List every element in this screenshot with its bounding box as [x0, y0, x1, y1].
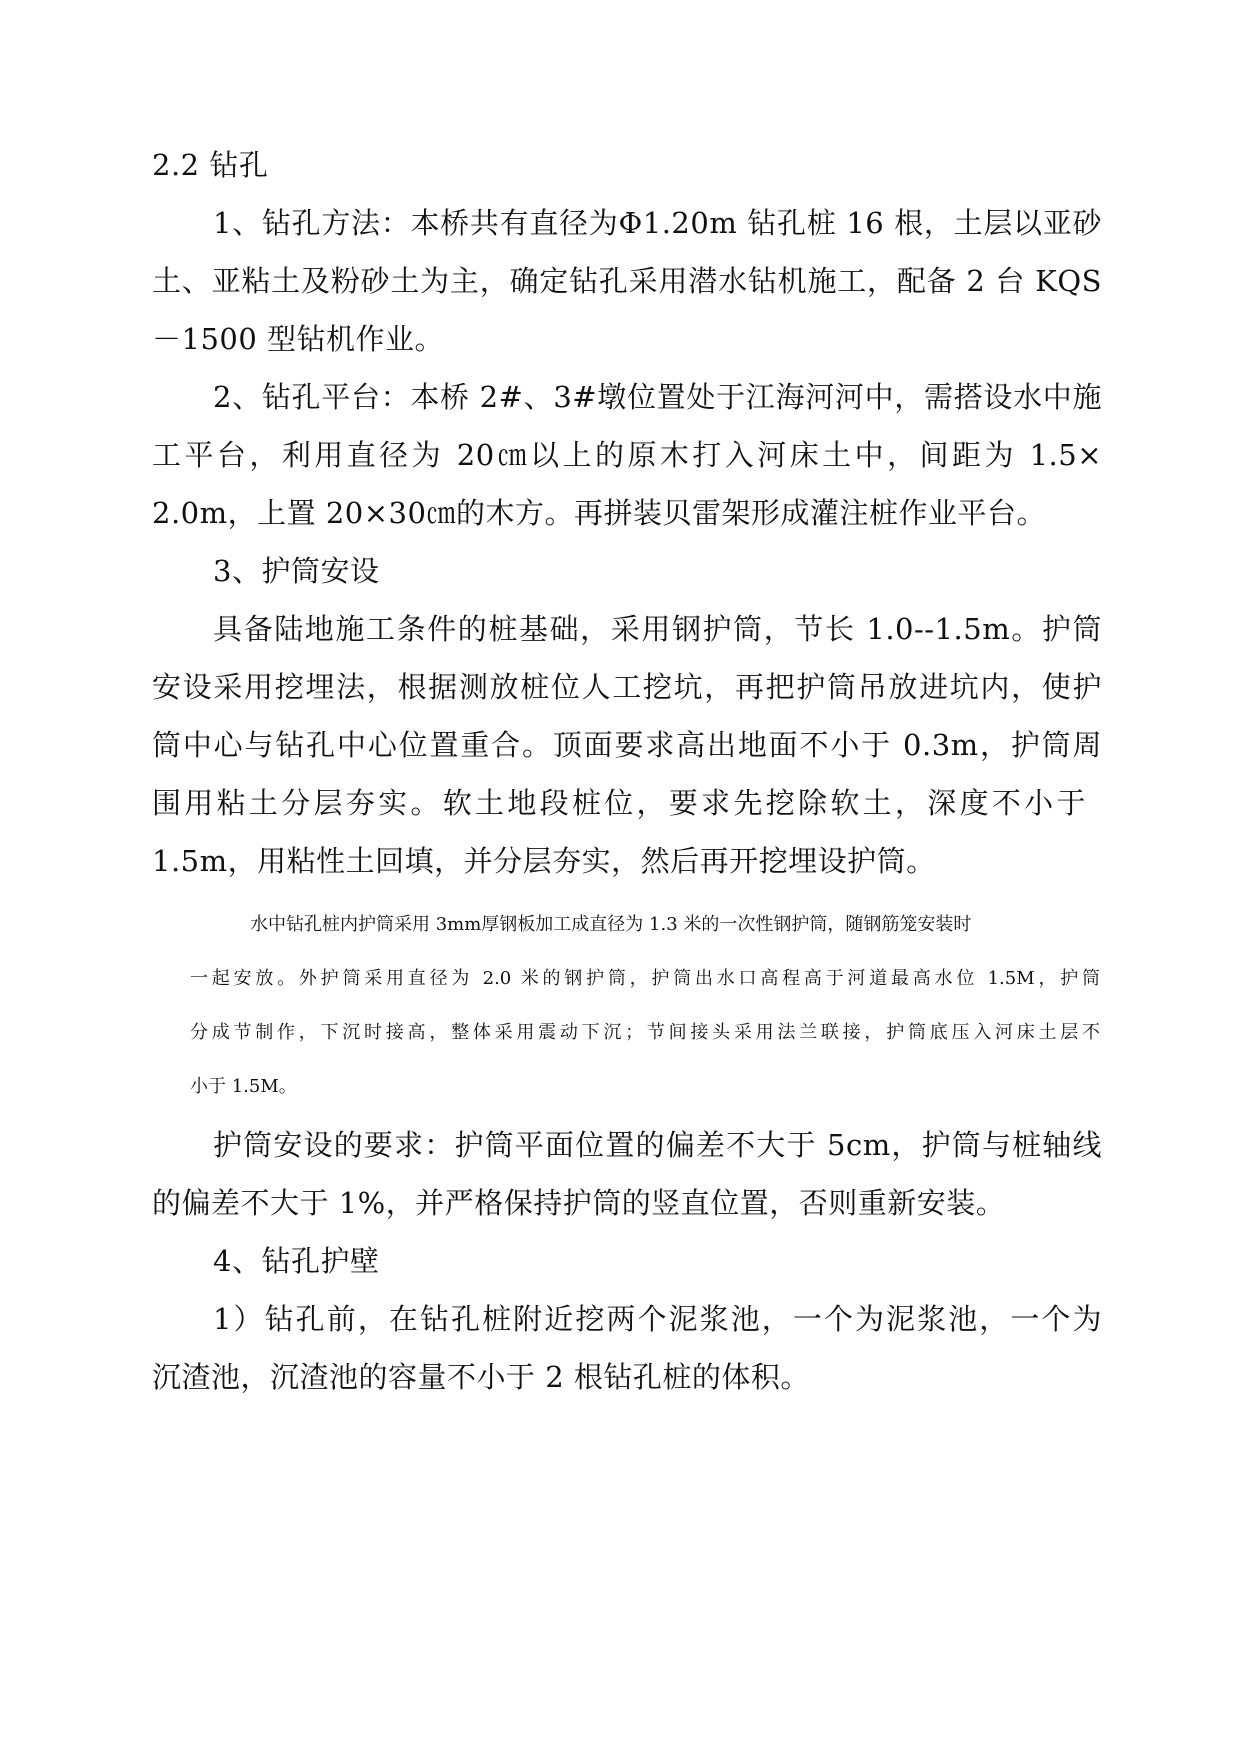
paragraph-5-line-1: 护筒安设的要求：护筒平面位置的偏差不大于 5cm，护筒与桩轴线: [213, 1128, 1102, 1162]
paragraph-6-line-1: 1）钻孔前，在钻孔桩附近挖两个泥浆池，一个为泥浆池，一个为: [213, 1302, 1102, 1336]
paragraph-4-line-3: 分成节制作，下沉时接高，整体采用震动下沉；节间接头采用法兰联接，护筒底压入河床土层不: [190, 1022, 1100, 1043]
paragraph-2-line-2: 工平台，利用直径为 20㎝以上的原木打入河床土中，间距为 1.5×: [152, 438, 1102, 472]
paragraph-3-line-2: 安设采用挖埋法，根据测放桩位人工挖坑，再把护筒吊放进坑内，使护: [152, 670, 1102, 704]
section-heading: 2.2 钻孔: [152, 148, 269, 182]
paragraph-3-line-1: 具备陆地施工条件的桩基础，采用钢护筒，节长 1.0--1.5m。护筒: [213, 612, 1102, 646]
paragraph-4-line-1: 水中钻孔桩内护筒采用 3mm厚钢板加工成直径为 1.3 米的一次性钢护筒，随钢筋笼安装时: [250, 914, 972, 935]
subheading-3: 3、护筒安设: [213, 554, 380, 588]
paragraph-1-line-2: 土、亚粘土及粉砂土为主，确定钻孔采用潜水钻机施工，配备 2 台 KQS: [152, 264, 1102, 298]
paragraph-3-line-5: 1.5m，用粘性土回填，并分层夯实，然后再开挖埋设护筒。: [152, 844, 936, 878]
paragraph-1-line-3: －1500 型钻机作业。: [152, 322, 445, 356]
paragraph-4-line-2: 一起安放。外护筒采用直径为 2.0 米的钢护筒，护筒出水口高程高于河道最高水位 1.5M，护筒: [190, 968, 1100, 989]
paragraph-5-line-2: 的偏差不大于 1%，并严格保持护筒的竖直位置，否则重新安装。: [152, 1186, 1006, 1220]
paragraph-3-line-4: 围用粘土分层夯实。软土地段桩位，要求先挖除软土，深度不小于: [152, 786, 1086, 820]
subheading-4: 4、钻孔护壁: [213, 1244, 380, 1278]
paragraph-3-line-3: 筒中心与钻孔中心位置重合。顶面要求高出地面不小于 0.3m，护筒周: [152, 728, 1102, 762]
paragraph-6-line-2: 沉渣池，沉渣池的容量不小于 2 根钻孔桩的体积。: [152, 1360, 810, 1394]
paragraph-2-line-3: 2.0m，上置 20×30㎝的木方。再拼装贝雷架形成灌注桩作业平台。: [152, 496, 1046, 530]
paragraph-2-line-1: 2、钻孔平台：本桥 2#、3#墩位置处于江海河河中，需搭设水中施: [213, 380, 1102, 414]
paragraph-1-line-1: 1、钻孔方法：本桥共有直径为Φ1.20m 钻孔桩 16 根，土层以亚砂: [213, 206, 1102, 240]
paragraph-4-line-4: 小于 1.5M。: [190, 1076, 297, 1097]
